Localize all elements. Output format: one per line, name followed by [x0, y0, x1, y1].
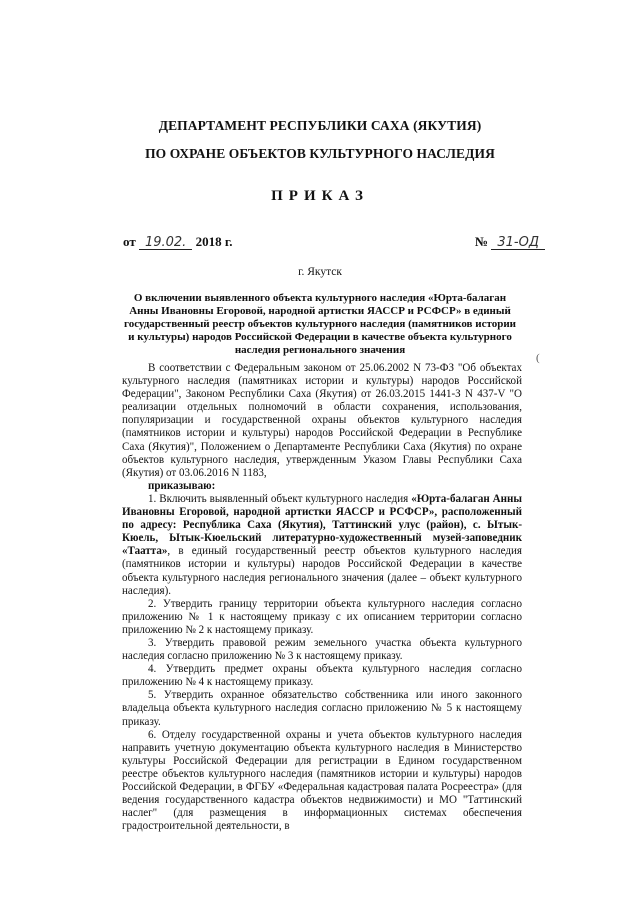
number-prefix: № — [475, 234, 489, 249]
item-1-object-name: «Юрта-балаган Анны Ивановны Егоровой, народной артистки ЯАССР и РСФСР», расположенный по адресу: Республика Саха (Якутия), Таттинский улус (район), с. Ытык-Кюель, Ытык-Кюельский литературно-художественный музей-заповедник «Таатта» — [122, 492, 522, 558]
order-date — [123, 234, 233, 250]
document-type: ПРИКАЗ — [271, 188, 369, 204]
department-name-line2: ПО ОХРАНЕ ОБЪЕКТОВ КУЛЬТУРНОГО НАСЛЕДИЯ — [145, 146, 495, 161]
item-5: 5. Утвердить охранное обязательство собственника или иного законного владельца объекта культурного наследия согласно приложению № 5 к настоящему приказу. — [122, 689, 522, 728]
date-prefix: от — [123, 234, 136, 249]
item-1-lead: 1. Включить выявленный объект культурного наследия — [148, 492, 409, 505]
order-word: приказываю: — [148, 479, 216, 492]
handwritten-number: 31-ОД — [491, 237, 545, 250]
preamble-paragraph: В соответствии с Федеральным законом от 25.06.2002 N 73-ФЗ "Об объектах культурного наследия (памятниках истории и культуры) народов Российской Федерации", Законом Республики Саха (Якутия) от 26.03.2015 1441-З N 437-V "О реализации отдельных полномочий в области сохранения, использования, популяризации и государственной охраны объектов культурного наследия (памятников истории и культуры) народов Российской Федерации в Республике Саха (Якутия)", Положением о Департаменте Республики Саха (Якутия) по охране объектов культурного наследия, утвержденным Указом Главы Республики Саха (Якутия) от 03.06.2016 N 1183, — [122, 362, 522, 479]
margin-mark: ( — [536, 352, 540, 364]
item-1 — [122, 493, 522, 598]
department-name-line1: ДЕПАРТАМЕНТ РЕСПУБЛИКИ САХА (ЯКУТИЯ) — [158, 118, 482, 133]
order-title: О включении выявленного объекта культурного наследия «Юрта-балаган Анны Ивановны Егоровой, народной артистки ЯАССР и РСФСР» в единый государственный реестр объектов культурного наследия (памятников истории и культуры) народов Российской Федерации в качестве объекта культурного наследия регионального значения — [123, 292, 517, 356]
item-3: 3. Утвердить правовой режим земельного участка объекта культурного наследия согласно приложению № 3 к настоящему приказу. — [122, 636, 522, 663]
handwritten-date: 19.02. — [139, 237, 192, 250]
item-6: 6. Отделу государственной охраны и учета объектов культурного наследия направить учетную документацию объекта культурного наследия в Министерство культуры Российской Федерации для регистрации в Едином государственном реестре объектов культурного наследия (памятников истории и культуры) народов Российской Федерации, в ФГБУ «Федеральная кадастровая палата Росреестра» (для ведения государственного кадастра объектов недвижимости) и МО "Таттинский наслег" (для размещения в информационных системах обеспечения градостроительной деятельности, в — [122, 728, 522, 833]
document-body — [122, 362, 522, 833]
city: г. Якутск — [298, 266, 342, 278]
order-number — [475, 234, 545, 250]
item-4: 4. Утвердить предмет охраны объекта культурного наследия согласно приложению № 4 к настоящему приказу. — [122, 663, 522, 689]
item-1-rest: , в единый государственный реестр объектов культурного наследия (памятников истории и культуры) народов Российской Федерации в качестве объекта культурного наследия регионального значения (далее – объект культурного наследия). — [122, 545, 522, 597]
date-year: 2018 г. — [195, 234, 233, 249]
item-2: 2. Утвердить границу территории объекта культурного наследия согласно приложению № 1 к настоящему приказу с их описанием территории согласно приложению № 2 к настоящему приказу. — [122, 597, 522, 636]
